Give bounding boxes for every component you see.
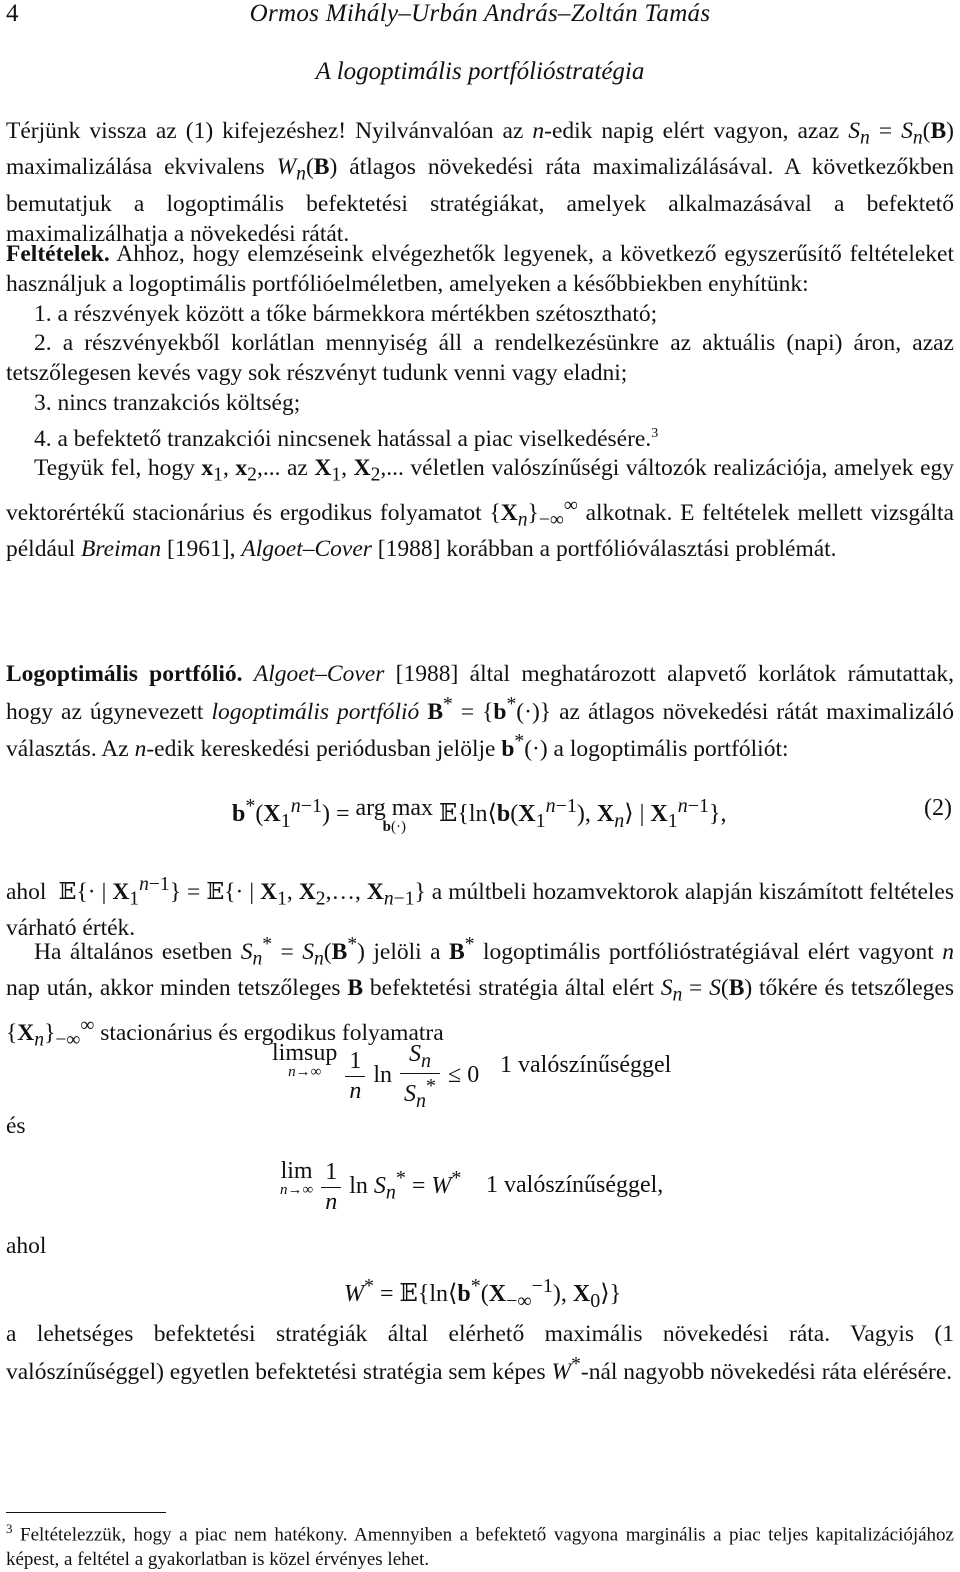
paragraph-conclusion: a lehetséges befektetési stratégiák által elérhető maximális növekedési ráta. Vagyis (1 valószínűséggel) egyetlen befektetési stratégia sem képes W*-nál nagyobb növekedési ráta elérésére. bbox=[6, 1321, 954, 1385]
connector-es: és bbox=[6, 1113, 26, 1139]
header-authors: Ormos Mihály–Urbán András–Zoltán Tamás bbox=[249, 0, 711, 27]
run-in-heading-logoptimal: Logoptimális portfólió. bbox=[6, 661, 243, 687]
page-number: 4 bbox=[6, 0, 19, 27]
paragraph-logoptimal: Logoptimális portfólió. Algoet–Cover [1988] által meghatározott alapvető korlátok rámutattak, hogy az úgynevezett logoptimális portfólió B* = {b*(·)} az átlagos növekedési rátát maximalizáló választás. Az n-edik kereskedési periódusban jelölje b*(·) a logoptimális portfóliót: bbox=[6, 661, 954, 763]
paragraph-expectation: ahol 𝔼{· | $X_1^{n-1}$} = 𝔼{· | $X_1$, $X_2,\dots$, $X_{n-1}$} a múltbeli hozamvektorok alapján kiszámított feltételes várható érték. bbox=[6, 874, 954, 942]
equation-growth-rate-body: $W^* = 𝔼\{\ln⟨b^*(X_{-\infty}^{-1})$, $X_0⟩$} bbox=[344, 1275, 622, 1312]
condition-3: 3. nincs tranzakciós költség; bbox=[34, 389, 301, 416]
paragraph-conditions: Feltételek. Ahhoz, hogy elemzéseink elvégezhetők legyenek, a következő egyszerűsítő feltételeket használjuk a logoptimális portfólióelméletben, amelyeken a későbbiekben enyhítünk: 1. a részvények között a tőke bármekkora mértékben szétosztható; 2. a részvényekből korlátlan mennyiség áll a rendelkezésünkre az aktuális (napi) áron, azaz tetszőlegesen kevés vagy sok részvényt tudunk venni vagy eladni; 3. nincs tranzakciós költség; 4. a befektető tranzakciói nincsenek hatással a piac viselkedésére.$^3$ Tegyük fel, hogy $x_1$, $x_2$,... az $X_1$, $X_2$,... véletlen valószínűségi változók realizációja, amelyek egy vektorértékű stacionárius és ergodikus folyamatot $\{X_n\}_{-\infty}^\infty$ alkotnak. E feltételek mellett vizsgálta például Breiman [1961], Algoet–Cover [1988] korábban a portfólióválasztási problémát. bbox=[6, 240, 954, 565]
section-title: A logoptimális portfólióstratégia bbox=[315, 58, 645, 85]
equation-limsup-text: 1 valószínűséggel bbox=[500, 1052, 672, 1078]
condition-1: 1. a részvények között a tőke bármekkora mértékben szétosztható; bbox=[34, 300, 658, 327]
equation-limsup-body: limsup n→∞ $\frac{1}{n}$ ln $\frac{S_n}{S_n^*}$ ≤ 0 bbox=[272, 1040, 480, 1112]
condition-4: 4. a befektető tranzakciói nincsenek hatással a piac viselkedésére.$^3$ bbox=[34, 425, 659, 452]
footnote-rule bbox=[6, 1512, 166, 1513]
paragraph-assumption: Tegyük fel, hogy $x_1$, $x_2$,... az $X_1$, $X_2$,... véletlen valószínűségi változók realizációja, amelyek egy vektorértékű stacionárius és ergodikus folyamatot $\{X_n\}_{-\infty}^\infty$ alkotnak. E feltételek mellett vizsgálta például Breiman [1961], Algoet–Cover [1988] korábban a portfólióválasztási problémát. bbox=[6, 455, 955, 563]
footnote-ref: 3 bbox=[651, 425, 659, 441]
footnote-mark: 3 bbox=[6, 1521, 13, 1536]
paragraph-wealth: Ha általános esetben $S_n^* = S_n(B^*)$ jelöli a B* logoptimális portfólióstratégiával elért vagyont n nap után, akkor minden tetszőleges B befektetési stratégia által elért $S_n = S(B)$ tőkére és tetszőleges $\{X_n\}_{-\infty}^\infty$ stacionárius és ergodikus folyamatra bbox=[6, 934, 955, 1051]
paragraph-intro: Térjünk vissza az (1) kifejezéshez! Nyilvánvalóan az n-edik napig elért vagyon, azaz $S_n = S_n(B)$ maximalizálása ekvivalens $W_n(B)$ átlagos növekedési ráta maximalizálásával. A következőkben bemutatjuk a logoptimális befektetési stratégiákat, amelyek alkalmazásával a befektető maximalizálhatja a növekedési rátát. bbox=[6, 118, 954, 247]
footnote-text: Feltételezzük, hogy a piac nem hatékony. Amennyiben a befektető vagyona marginális a piac teljes kapitalizációjához képest, a feltétel a gyakorlatban is közel érvényes lehet. bbox=[6, 1524, 954, 1570]
run-in-heading-conditions: Feltételek. bbox=[6, 241, 110, 267]
equation-lim-body: lim n→∞ $\frac{1}{n}$ $\ln S_n^* = W^*$ bbox=[280, 1158, 462, 1215]
footnote bbox=[6, 1517, 954, 1572]
running-header bbox=[0, 0, 960, 30]
connector-ahol: ahol bbox=[6, 1233, 47, 1259]
equation-2-body: $b^*(X_1^{n-1})$ = arg max b(·) $𝔼\{\ln⟨b(X_1^{n-1})$, $X_n⟩$ | $X_1^{n-1}$}, bbox=[232, 795, 727, 835]
equation-2-number: (2) bbox=[924, 795, 952, 821]
condition-2: 2. a részvényekből korlátlan mennyiség áll a rendelkezésünkre az aktuális (napi) áron, azaz tetszőlegesen kevés vagy sok részvényt tudunk venni vagy eladni; bbox=[6, 330, 954, 387]
equation-lim-text: 1 valószínűséggel, bbox=[486, 1172, 664, 1198]
